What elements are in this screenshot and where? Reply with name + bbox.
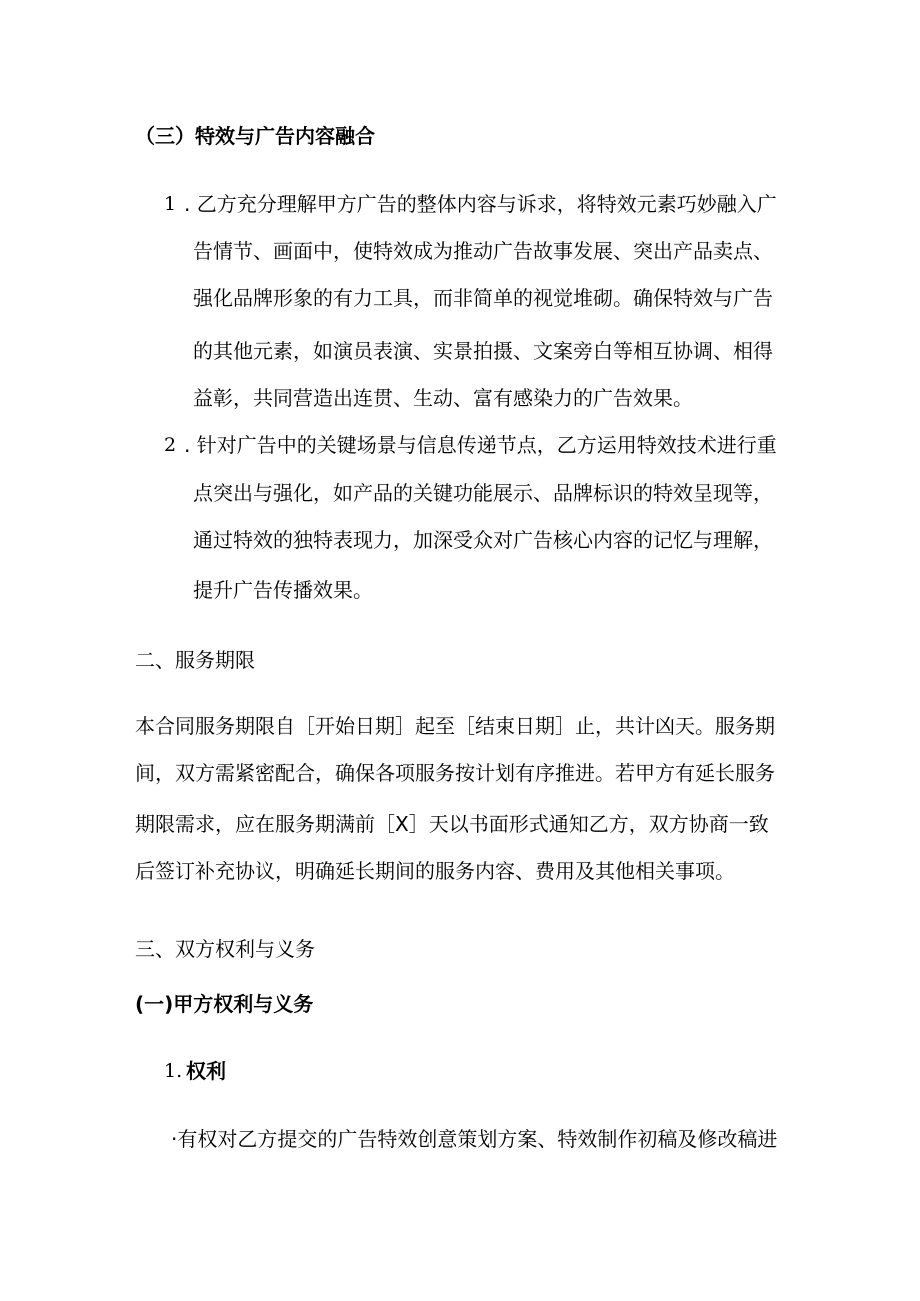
- paragraph-line: 本合同服务期限自［开始日期］起至［结束日期］止，共计凶天。服务期: [135, 714, 775, 738]
- section-heading-effects-ad-integration: （三）特效与广告内容融合: [135, 124, 375, 148]
- list-number-1: 1: [164, 193, 177, 215]
- paragraph-line: 点突出与强化，如产品的关键功能展示、品牌标识的特效呈现等，: [193, 481, 773, 505]
- paragraph-line: 提升广告传播效果。: [193, 578, 373, 602]
- item-label-rights: 权利: [186, 1059, 226, 1083]
- paragraph-line: . 乙方充分理解甲方广告的整体内容与诉求，将特效元素巧妙融入广: [184, 192, 777, 216]
- list-number-2: 2: [164, 434, 177, 456]
- paragraph-line: 期限需求，应在服务期满前［X］天以书面形式通知乙方，双方协商一致: [135, 812, 769, 836]
- list-number-rights: 1.: [164, 1060, 183, 1082]
- section-heading-service-term: 二、服务期限: [135, 648, 255, 672]
- paragraph-line: 强化品牌形象的有力工具，而非简单的视觉堆砌。确保特效与广告: [193, 286, 773, 310]
- paragraph-line: 后签订补充协议，明确延长期间的服务内容、费用及其他相关事项。: [135, 859, 735, 883]
- paragraph-line: 益彰，共同营造出连贯、生动、富有感染力的广告效果。: [193, 386, 693, 410]
- paragraph-line: . 针对广告中的关键场景与信息传递节点，乙方运用特效技术进行重: [184, 433, 777, 457]
- paragraph-line: 通过特效的独特表现力，加深受众对广告核心内容的记忆与理解，: [193, 528, 773, 552]
- paragraph-line: 的其他元素，如演员表演、实景拍摄、文案旁白等相互协调、相得: [193, 339, 773, 363]
- sub-heading-party-a: (一)甲方权利与义务: [135, 992, 314, 1016]
- section-heading-rights-obligations: 三、双方权利与义务: [135, 937, 315, 961]
- paragraph-line: 告情节、画面中，使特效成为推动广告故事发展、突出产品卖点、: [193, 239, 773, 263]
- bullet-line: ·有权对乙方提交的广告特效创意策划方案、特效制作初稿及修改稿进: [171, 1127, 778, 1151]
- paragraph-line: 间，双方需紧密配合，确保各项服务按计划有序推进。若甲方有延长服务: [135, 761, 775, 785]
